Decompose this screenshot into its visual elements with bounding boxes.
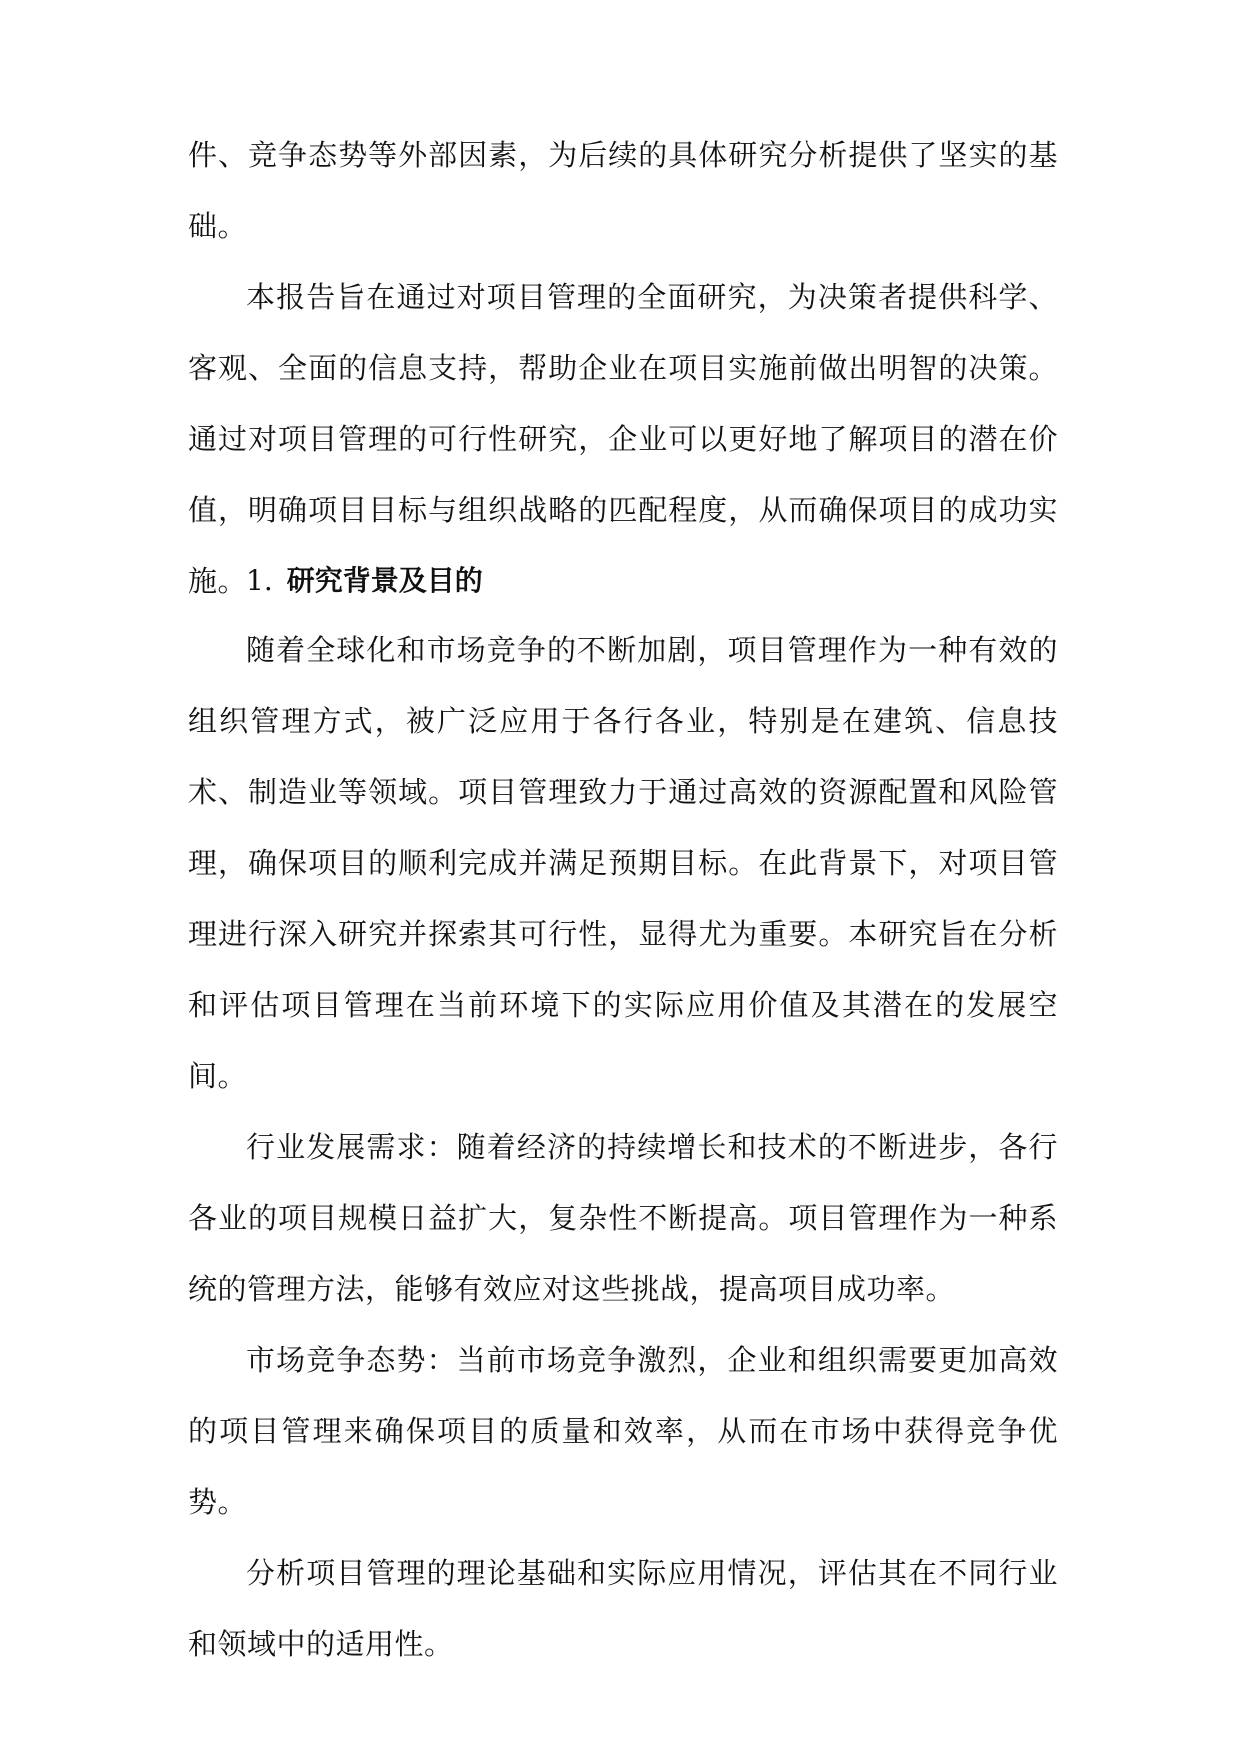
background-paragraph: 随着全球化和市场竞争的不断加剧，项目管理作为一种有效的组织管理方式，被广泛应用于各行各业，特别是在建筑、信息技术、制造业等领域。项目管理致力于通过高效的资源配置和风险管理，确保项目的顺利完成并满足预期目标。在此背景下，对项目管理进行深入研究并探索其可行性，显得尤为重要。本研究旨在分析和评估项目管理在当前环境下的实际应用价值及其潜在的发展空间。: [188, 633, 1058, 1093]
analysis-paragraph: 分析项目管理的理论基础和实际应用情况，评估其在不同行业和领域中的适用性。: [188, 1556, 1058, 1661]
section-text-block: [188, 615, 1058, 1680]
continuation-paragraph: 件、竞争态势等外部因素，为后续的具体研究分析提供了坚实的基础。: [188, 138, 1058, 243]
intro-text-block: [188, 120, 1058, 617]
section-number: 1.: [246, 564, 273, 597]
section-title: 研究背景及目的: [286, 564, 483, 597]
market-competition-paragraph: 市场竞争态势：当前市场竞争激烈，企业和组织需要更加高效的项目管理来确保项目的质量和效率，从而在市场中获得竞争优势。: [188, 1343, 1058, 1519]
industry-demand-paragraph: 行业发展需求：随着经济的持续增长和技术的不断进步，各行各业的项目规模日益扩大，复杂性不断提高。项目管理作为一种系统的管理方法，能够有效应对这些挑战，提高项目成功率。: [188, 1130, 1058, 1306]
section-heading: [246, 545, 483, 616]
report-purpose-paragraph: 本报告旨在通过对项目管理的全面研究，为决策者提供科学、客观、全面的信息支持，帮助企业在项目实施前做出明智的决策。通过对项目管理的可行性研究，企业可以更好地了解项目的潜在价值，明确项目目标与组织战略的匹配程度，从而确保项目的成功实施。: [188, 280, 1058, 598]
